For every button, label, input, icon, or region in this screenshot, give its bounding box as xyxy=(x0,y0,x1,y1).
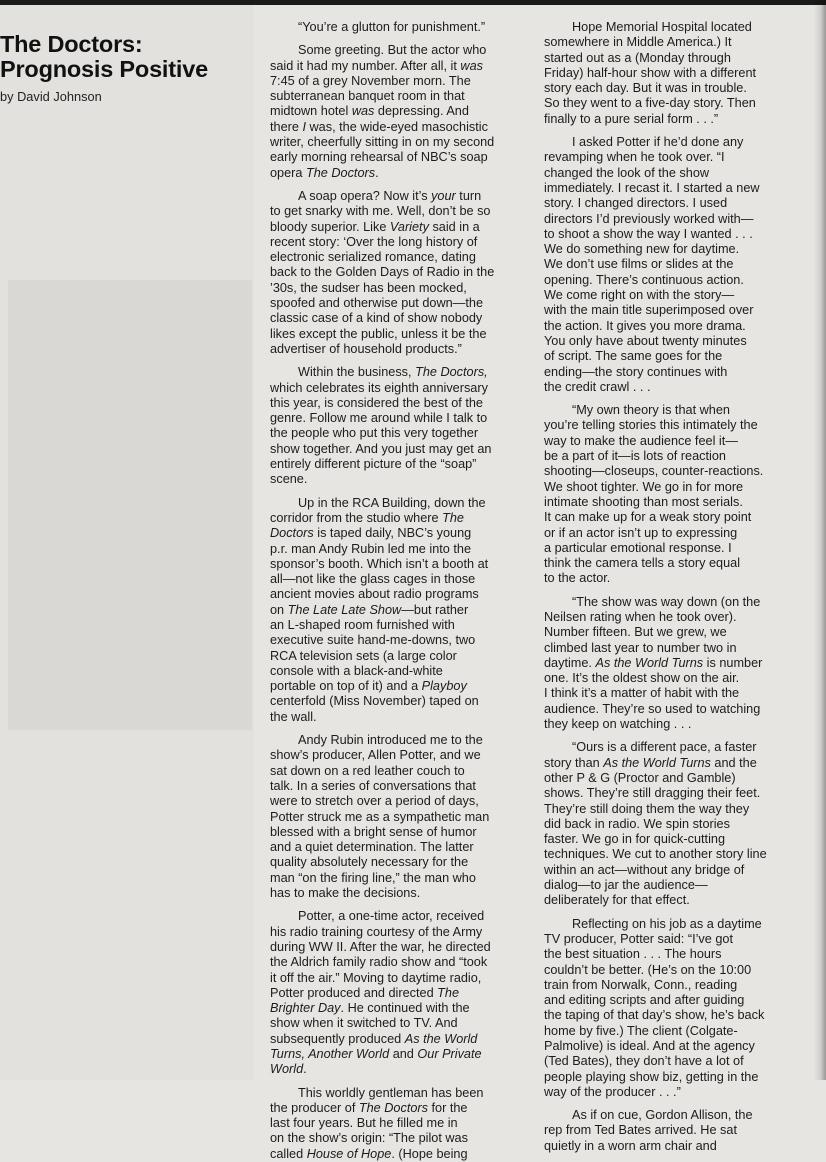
text-line: you’re telling stories this intimately the xyxy=(544,418,758,433)
text-line: As if on cue, Gordon Allison, the xyxy=(572,1108,753,1123)
text-line: to shoot a show the way I wanted . . . xyxy=(544,226,753,241)
text-line: Potter produced and directed The xyxy=(270,985,460,1000)
text-line: dialog—to jar the audience— xyxy=(544,878,708,893)
text-line: So they went to a five-day story. Then xyxy=(544,96,756,111)
text-line: the Aldrich family radio show and “took xyxy=(270,955,488,970)
text-line: scene. xyxy=(270,472,308,487)
text-line: opening. There’s continuous action. xyxy=(544,272,744,287)
text-line: We don’t use films or slides at the xyxy=(544,257,734,272)
text-line: Turns, Another World and Our Private xyxy=(270,1047,482,1061)
text-line: it off the air.” Moving to daytime radio, xyxy=(270,970,482,985)
text-line: on The Late Late Show—but rather xyxy=(270,602,469,617)
text-line: train from Norwalk, Conn., reading xyxy=(544,977,738,992)
text-line: they keep on watching . . . xyxy=(544,717,692,732)
text-line: Neilsen rating when he took over). xyxy=(544,609,737,624)
text-line: other P & G (Proctor and Gamble) xyxy=(544,770,736,785)
text-line: and a quiet determination. The latter xyxy=(270,840,474,855)
text-line: I asked Potter if he’d done any xyxy=(572,135,744,150)
text-line: this year, is considered the best of the xyxy=(270,395,483,410)
text-line: writer, cheerfully sitting in on my second xyxy=(270,135,495,150)
text-line: corridor from the studio where The xyxy=(270,510,464,525)
text-line: the producer of The Doctors for the xyxy=(270,1100,468,1115)
text-line: sat down on a red leather couch to xyxy=(270,763,465,778)
text-line: started out as a (Monday through xyxy=(544,50,731,65)
text-line: a particular emotional response. I xyxy=(544,540,732,555)
text-line: his radio training courtesy of the Army xyxy=(270,924,483,939)
text-line: Friday) half-hour show with a different xyxy=(544,65,757,80)
text-line: were to stretch over a period of days, xyxy=(270,794,479,809)
text-line: Within the business, The Doctors, xyxy=(298,365,488,380)
text-line: story than As the World Turns and the xyxy=(544,755,757,770)
text-line: spoofed and otherwise put down—the xyxy=(270,296,484,311)
text-line: Palmolive) is ideal. And at the agency xyxy=(544,1039,755,1053)
text-line: within an act—without any bridge of xyxy=(544,862,745,877)
text-line: A soap opera? Now it’s your turn xyxy=(298,188,482,203)
text-line: people playing show biz, getting in the xyxy=(544,1069,759,1084)
text-line: bloody superior. Like Variety said in a xyxy=(270,219,480,234)
paragraph xyxy=(544,403,826,587)
text-line: the best situation . . . The hours xyxy=(544,947,722,962)
text-line: Number fifteen. But we grew, we xyxy=(544,625,727,640)
text-line: We shoot tighter. We go in for more xyxy=(544,479,744,494)
faded-photo-area xyxy=(8,280,252,730)
text-line: Hope Memorial Hospital located xyxy=(572,20,752,34)
text-line: recent story: ‘Over the long history of xyxy=(270,234,478,249)
text-line: faster. We go in for quick-cutting xyxy=(544,832,726,847)
text-line: couldn’t be better. (He’s on the 10:00 xyxy=(544,962,752,977)
text-line: early morning rehearsal of NBC’s soap xyxy=(270,150,488,165)
text-line: finally to a pure serial form . . .” xyxy=(544,111,719,126)
text-line: daytime. As the World Turns is number xyxy=(544,655,763,670)
text-line: or if an actor isn’t up to expressing xyxy=(544,525,738,540)
text-line: talk. In a series of conversations that xyxy=(270,778,476,793)
text-line: which celebrates its eighth anniversary xyxy=(270,380,488,395)
text-line: changed the look of the show xyxy=(544,165,710,180)
text-line: Potter, a one-time actor, received xyxy=(298,909,485,924)
text-line: This worldly gentleman has been xyxy=(298,1085,484,1100)
paragraph xyxy=(270,20,530,35)
text-line: subterranean banquet room in that xyxy=(270,89,465,104)
text-line: way of the producer . . .” xyxy=(544,1084,681,1099)
text-line: climbed last year to number two in xyxy=(544,640,737,655)
text-line: last four years. But he filled me in xyxy=(270,1116,458,1131)
text-line: techniques. We cut to another story line xyxy=(544,847,767,862)
text-line: Andy Rubin introduced me to the xyxy=(298,733,483,748)
paragraph xyxy=(270,1086,530,1162)
text-line: show together. And you just may get an xyxy=(270,441,492,456)
text-line: subsequently produced As the World xyxy=(270,1031,478,1046)
paragraph xyxy=(270,189,530,357)
text-line: centerfold (Miss November) taped on xyxy=(270,694,479,709)
text-line: shooting—closeups, counter-reactions. xyxy=(544,464,764,479)
byline: by David Johnson xyxy=(0,89,102,104)
text-line: story each day. But it was in trouble. xyxy=(544,81,747,96)
text-line: rep from Ted Bates arrived. He sat xyxy=(544,1123,737,1138)
text-line: the wall. xyxy=(270,709,317,724)
text-line: genre. Follow me around while I talk to xyxy=(270,411,488,426)
text-line: show when it switched to TV. And xyxy=(270,1016,458,1031)
text-line: They’re still doing them the way they xyxy=(544,801,750,816)
text-line: TV producer, Potter said: “I’ve got xyxy=(544,931,733,946)
text-line: 7:45 of a grey November morn. The xyxy=(270,73,471,88)
text-line: and editing scripts and after guiding xyxy=(544,993,745,1008)
text-line: ending—the story continues with xyxy=(544,364,728,379)
text-line: shows. They’re still dragging their feet. xyxy=(544,786,761,801)
text-line: with the main title superimposed over xyxy=(544,303,754,318)
text-line: directors I’d previously worked with— xyxy=(544,211,754,226)
text-line: home by five.) The client (Colgate- xyxy=(544,1023,738,1038)
page-edge-shadow xyxy=(814,0,826,1080)
paragraph xyxy=(270,496,530,725)
paragraph xyxy=(270,909,530,1077)
text-line: likes except the public, unless it be the xyxy=(270,326,487,341)
text-line: of script. The same goes for the xyxy=(544,349,723,364)
text-line: intimate shooting than most serials. xyxy=(544,494,743,509)
text-line: the taping of that day’s show, he’s back xyxy=(544,1008,765,1023)
paragraph xyxy=(270,365,530,487)
paragraph xyxy=(544,20,826,127)
title-line-1: The Doctors: xyxy=(0,31,143,57)
text-line: Doctors is taped daily, NBC’s young xyxy=(270,526,472,541)
text-line: called House of Hope. (Hope being xyxy=(270,1146,468,1161)
text-line: way to make the audience feel it— xyxy=(544,433,738,448)
text-line: quietly in a worn arm chair and xyxy=(544,1138,717,1153)
text-line: I think it’s a matter of habit with the xyxy=(544,686,740,701)
article-title xyxy=(0,32,208,82)
text-line: back to the Golden Days of Radio in the xyxy=(270,265,495,280)
body-column-1 xyxy=(270,20,530,1162)
text-line: It can make up for a weak story point xyxy=(544,510,752,525)
text-line: on the show’s origin: “The pilot was xyxy=(270,1131,468,1146)
text-line: to get snarky with me. Well, don’t be so xyxy=(270,204,491,219)
text-line: Reflecting on his job as a daytime xyxy=(572,916,762,931)
text-line: opera The Doctors. xyxy=(270,165,379,180)
text-line: advertiser of household products.” xyxy=(270,341,462,356)
text-line: World. xyxy=(270,1062,307,1077)
text-line: (Ted Bates), they don’t have a lot of xyxy=(544,1054,744,1069)
text-line: “Ours is a different pace, a faster xyxy=(572,740,757,755)
text-line: ancient movies about radio programs xyxy=(270,587,479,602)
text-line: console with a black-and-white xyxy=(270,663,443,678)
text-line: an L-shaped room furnished with xyxy=(270,617,455,632)
paragraph xyxy=(270,43,530,181)
text-line: Potter struck me as a sympathetic man xyxy=(270,809,490,824)
text-line: show’s producer, Allen Potter, and we xyxy=(270,748,481,763)
text-line: classic case of a kind of show nobody xyxy=(270,311,483,326)
text-line: Some greeting. But the actor who xyxy=(298,43,487,58)
text-line: “My own theory is that when xyxy=(572,403,730,418)
paragraph xyxy=(544,595,826,733)
text-line: ’30s, the sudser has been mocked, xyxy=(270,280,467,295)
paragraph xyxy=(544,740,826,908)
text-line: Brighter Day. He continued with the xyxy=(270,1001,470,1016)
text-line: We come right on with the story— xyxy=(544,288,735,303)
text-line: “You’re a glutton for punishment.” xyxy=(298,20,486,34)
text-line: blessed with a bright sense of humor xyxy=(270,824,477,839)
text-line: the action. It gives you more drama. xyxy=(544,318,746,333)
text-line: one. It’s the oldest show on the air. xyxy=(544,671,740,686)
text-line: during WW II. After the war, he directed xyxy=(270,939,491,954)
text-line: midtown hotel was depressing. And xyxy=(270,104,469,119)
text-line: portable on top of it) and a Playboy xyxy=(270,679,467,694)
text-line: Up in the RCA Building, down the xyxy=(298,495,486,510)
text-line: there I was, the wide-eyed masochistic xyxy=(270,119,488,134)
text-line: electronic serialized romance, dating xyxy=(270,250,476,265)
paragraph xyxy=(270,733,530,901)
text-line: story. I changed directors. I used xyxy=(544,196,728,211)
paragraph xyxy=(544,917,826,1101)
text-line: the credit crawl . . . xyxy=(544,379,651,394)
text-line: RCA television sets (a large color xyxy=(270,648,457,663)
text-line: to the actor. xyxy=(544,571,611,586)
text-line: deliberately for that effect. xyxy=(544,893,690,908)
text-line: be a part of it—is lots of reaction xyxy=(544,449,726,464)
text-line: executive suite hand-me-downs, two xyxy=(270,633,476,648)
text-line: audience. They’re so used to watching xyxy=(544,701,761,716)
text-line: all—not like the glass cages in those xyxy=(270,572,476,587)
text-line: did back in radio. We spin stories xyxy=(544,816,730,831)
text-line: revamping when he took over. “I xyxy=(544,150,725,165)
text-line: somewhere in Middle America.) It xyxy=(544,35,732,50)
paragraph xyxy=(544,1108,826,1154)
body-column-2 xyxy=(544,20,826,1154)
text-line: has to make the decisions. xyxy=(270,886,421,901)
text-line: the people who put this very together xyxy=(270,426,479,441)
text-line: said it had my number. After all, it was xyxy=(270,58,483,73)
text-line: think the camera tells a story equal xyxy=(544,556,741,571)
paragraph xyxy=(544,135,826,395)
text-line: immediately. I recast it. I started a new xyxy=(544,180,760,195)
text-line: p.r. man Andy Rubin led me into the xyxy=(270,541,472,556)
text-line: man “on the firing line,” the man who xyxy=(270,870,476,885)
text-line: We do something new for daytime. xyxy=(544,242,740,257)
text-line: entirely different picture of the “soap” xyxy=(270,457,477,472)
text-line: sponsor’s booth. Which isn’t a booth at xyxy=(270,556,489,571)
text-line: You only have about twenty minutes xyxy=(544,333,747,348)
text-line: “The show was way down (on the xyxy=(572,594,761,609)
text-line: quality absolutely necessary for the xyxy=(270,855,469,870)
title-line-2: Prognosis Positive xyxy=(0,56,208,82)
